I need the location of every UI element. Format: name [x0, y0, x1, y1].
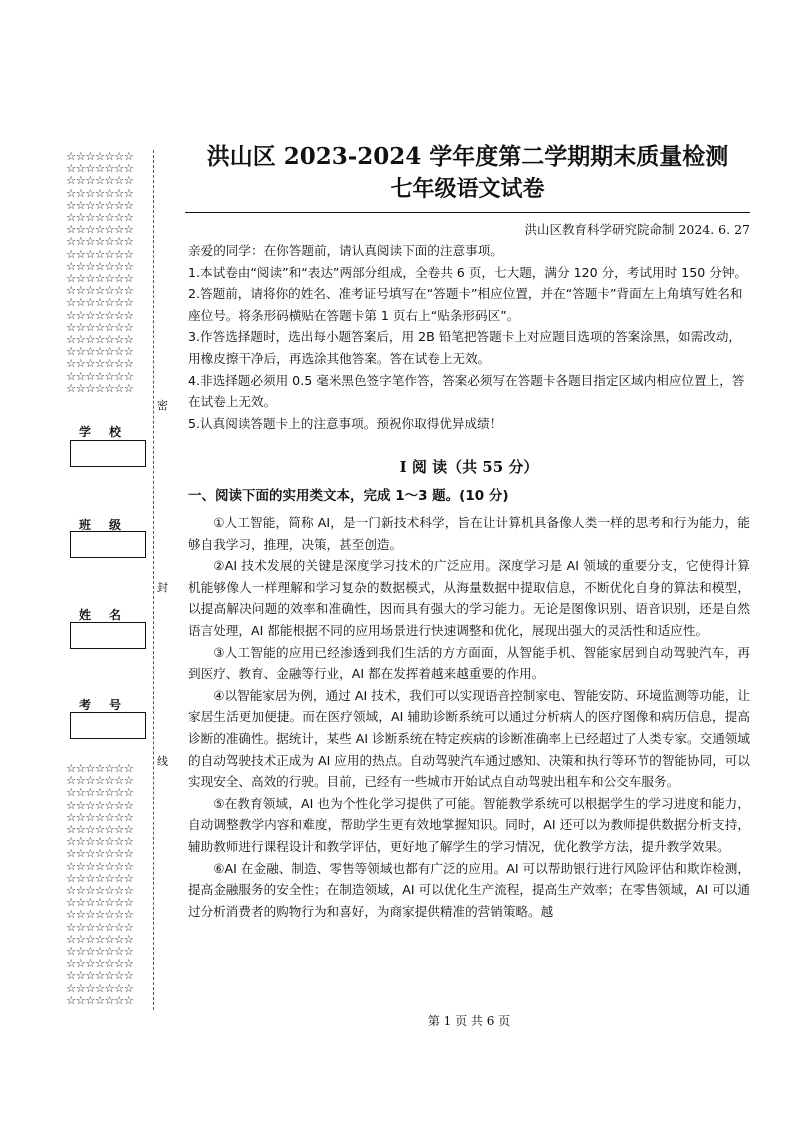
seal-line	[153, 150, 154, 1010]
passage-paragraph: ①人工智能，简称 AI，是一门新技术科学，旨在让计算机具备像人类一样的思考和行为能力，能够自我学习，推理，决策，甚至创造。	[188, 515, 750, 552]
question-heading: 一、阅读下面的实用类文本，完成 1～3 题。(10 分)	[188, 488, 509, 504]
notice-item: 2.答题前，请将你的姓名、准考证号填写在“答题卡”相应位置，并在“答题卡”背面左上角填写姓名和座位号。将条形码横贴在答题卡第 1 页右上“贴条形码区”。	[188, 286, 743, 323]
passage-paragraph: ④以智能家居为例，通过 AI 技术，我们可以实现语音控制家电、智能安防、环境监测等功能，让家居生活更加便捷。而在医疗领域，AI 辅助诊断系统可以通过分析病人的医疗图像和病历信息，提高诊断的准确性。据统计，某些 AI 诊断系统在特定疾病的诊断准确率上已经超过了人类专家。交通领域的自动驾驶技术正成为 AI 应用的热点。自动驾驶汽车通过感知、决策和执行等环节的智能协同，可以实现安全、高效的行驶。目前，已经有一些城市开始试点自动驾驶出租车和公交车服务。	[188, 687, 750, 790]
seal-char-xian: 线	[157, 750, 168, 772]
notice-item: 5.认真阅读答题卡上的注意事项。预祝你取得优异成绩！	[188, 415, 503, 431]
exam-number-field[interactable]	[70, 712, 146, 739]
passage-paragraph: ⑤在教育领域，AI 也为个性化学习提供了可能。智能教学系统可以根据学生的学习进度和能力，自动调整教学内容和难度，帮助学生更有效地掌握知识。同时，AI 还可以为教师提供数据分析支持，辅助教师进行课程设计和教学评估，更好地了解学生的学习情况，优化教学方法，提升教学效果。	[188, 795, 750, 854]
notice-greeting: 亲爱的同学：在你答题前，请认真阅读下面的注意事项。	[188, 243, 503, 258]
reading-passage	[188, 512, 750, 922]
seal-char-mi: 密	[157, 394, 168, 416]
passage-paragraph: ③人工智能的应用已经渗透到我们生活的方方面面，从智能手机、智能家居到自动驾驶汽车，再到医疗、教育、金融等行业，AI 都在发挥着越来越重要的作用。	[188, 644, 750, 682]
header-divider	[185, 212, 750, 213]
notice-item: 1.本试卷由“阅读”和“表达”两部分组成，全卷共 6 页，七大题，满分 120 分，考试用时 150 分钟。	[188, 264, 748, 280]
school-label: 学校	[78, 425, 139, 439]
star-border-bottom: ☆☆☆☆☆☆☆ ☆☆☆☆☆☆☆ ☆☆☆☆☆☆☆ ☆☆☆☆☆☆☆ ☆☆☆☆☆☆☆ ☆☆☆☆☆☆☆ ☆☆☆☆☆☆☆ ☆☆☆☆☆☆☆ ☆☆☆☆☆☆☆ ☆☆☆☆☆☆☆ ☆☆☆☆☆☆☆ ☆☆☆☆☆☆☆ ☆☆☆☆☆☆☆ ☆☆☆☆☆☆☆ ☆☆☆☆☆☆☆ ☆☆☆☆☆☆☆ ☆☆☆☆☆☆☆ ☆☆☆☆☆☆☆ ☆☆☆☆☆☆☆ ☆☆☆☆☆☆☆	[66, 762, 134, 1007]
notice-item: 3.作答选择题时，选出每小题答案后，用 2B 铅笔把答题卡上对应题目选项的答案涂黑，如需改动，用橡皮擦干净后，再选涂其他答案。答在试卷上无效。	[188, 329, 742, 366]
issuer-date: 洪山区教育科学研究院命制 2024. 6. 27	[524, 222, 750, 237]
class-field[interactable]	[70, 531, 146, 558]
seal-char-feng: 封	[157, 576, 168, 598]
exam-title: 洪山区 2023-2024 学年度第二学期期末质量检测	[206, 143, 729, 170]
school-field[interactable]	[70, 440, 146, 467]
section-heading: Ⅰ 阅 读（共 55 分）	[399, 458, 539, 476]
page-number: 第 1 页 共 6 页	[427, 1014, 511, 1028]
name-field[interactable]	[70, 622, 146, 649]
star-border-top: ☆☆☆☆☆☆☆ ☆☆☆☆☆☆☆ ☆☆☆☆☆☆☆ ☆☆☆☆☆☆☆ ☆☆☆☆☆☆☆ ☆☆☆☆☆☆☆ ☆☆☆☆☆☆☆ ☆☆☆☆☆☆☆ ☆☆☆☆☆☆☆ ☆☆☆☆☆☆☆ ☆☆☆☆☆☆☆ ☆☆☆☆☆☆☆ ☆☆☆☆☆☆☆ ☆☆☆☆☆☆☆ ☆☆☆☆☆☆☆ ☆☆☆☆☆☆☆ ☆☆☆☆☆☆☆ ☆☆☆☆☆☆☆ ☆☆☆☆☆☆☆ ☆☆☆☆☆☆☆	[66, 150, 134, 395]
exam-number-label: 考号	[78, 698, 139, 712]
exam-notice	[188, 240, 750, 434]
exam-subtitle: 七年级语文试卷	[390, 176, 545, 202]
class-label: 班级	[78, 518, 139, 532]
name-label: 姓名	[78, 608, 139, 622]
passage-paragraph: ②AI 技术发展的关键是深度学习技术的广泛应用。深度学习是 AI 领域的重要分支，它使得计算机能够像人一样理解和学习复杂的数据模式，从海量数据中提取信息，不断优化自身的算法和模型，以提高解决问题的效率和准确性，因而具有强大的学习能力。无论是图像识别、语音识别，还是自然语言处理，AI 都能根据不同的应用场景进行快速调整和优化，展现出强大的灵活性和适应性。	[188, 558, 750, 638]
passage-paragraph: ⑥AI 在金融、制造、零售等领域也都有广泛的应用。AI 可以帮助银行进行风险评估和欺诈检测，提高金融服务的安全性；在制造领域，AI 可以优化生产流程，提高生产效率；在零售领域，AI 可以通过分析消费者的购物行为和喜好，为商家提供精准的营销策略。越	[188, 860, 750, 919]
notice-item: 4.非选择题必须用 0.5 毫米黑色签字笔作答，答案必须写在答题卡各题目指定区域内相应位置上，答在试卷上无效。	[188, 372, 745, 410]
